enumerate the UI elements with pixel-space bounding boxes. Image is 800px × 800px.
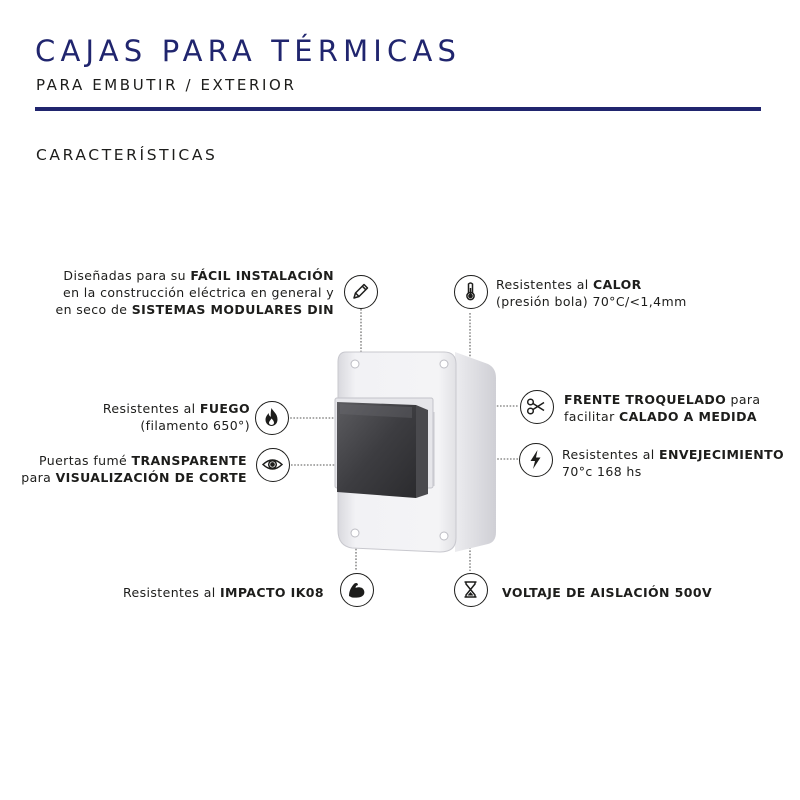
feature-door xyxy=(21,452,247,486)
feature-impact-text: Resistentes al xyxy=(122,585,220,600)
page-title: CAJAS PARA TÉRMICAS xyxy=(35,34,462,68)
flame-icon xyxy=(255,401,289,435)
eye-icon xyxy=(256,448,290,482)
feature-heat-text: Resistentes al xyxy=(496,277,594,292)
feature-heat-line2: (presión bola) 70°C/<1,4mm xyxy=(496,294,687,309)
feature-aging-text: Resistentes al xyxy=(562,447,660,462)
thermometer-icon xyxy=(454,275,488,309)
feature-impact-highlight: IMPACTO IK08 xyxy=(220,585,324,600)
feature-impact xyxy=(123,584,324,601)
feature-door-line2: para xyxy=(21,470,56,485)
feature-install-line3: en seco de xyxy=(55,302,132,317)
feature-fire-line2: (filamento 650°) xyxy=(140,418,250,433)
feature-door-highlight: TRANSPARENTE xyxy=(131,453,247,468)
feature-door-text: Puertas fumé xyxy=(39,453,132,468)
feature-install-highlight2: SISTEMAS MODULARES DIN xyxy=(131,302,334,317)
feature-front-highlight: FRENTE TROQUELADO xyxy=(564,392,727,407)
feature-install-line2: en la construcción eléctrica en general y xyxy=(63,285,334,300)
scissors-icon xyxy=(520,390,554,424)
feature-install xyxy=(55,267,334,318)
feature-fire-text: Resistentes al xyxy=(102,401,200,416)
feature-install-text: Diseñadas para su xyxy=(63,268,191,283)
box-side xyxy=(455,352,496,552)
lightning-icon xyxy=(519,443,553,477)
screw-hole-top-right xyxy=(440,360,448,368)
feature-voltage xyxy=(502,584,712,601)
feature-aging xyxy=(562,446,784,480)
feature-fire-highlight: FUEGO xyxy=(199,401,250,416)
feature-heat xyxy=(496,276,687,310)
feature-aging-line2: 70°c 168 hs xyxy=(562,464,642,479)
screw-hole-bottom-left xyxy=(351,529,359,537)
feature-front-text: para xyxy=(726,392,761,407)
feature-front-line2: facilitar xyxy=(564,409,620,424)
feature-front xyxy=(564,391,761,425)
screw-hole-bottom-right xyxy=(440,532,448,540)
feature-door-highlight2: VISUALIZACIÓN DE CORTE xyxy=(55,470,247,485)
flexed-arm-icon xyxy=(340,573,374,607)
hourglass-icon xyxy=(454,573,488,607)
door-edge xyxy=(416,405,428,498)
screw-hole-top-left xyxy=(351,360,359,368)
feature-install-highlight: FÁCIL INSTALACIÓN xyxy=(190,268,334,283)
section-title: CARACTERÍSTICAS xyxy=(36,146,218,164)
feature-voltage-highlight: VOLTAJE DE AISLACIÓN 500V xyxy=(502,585,713,600)
feature-front-highlight2: CALADO A MEDIDA xyxy=(619,409,757,424)
page-subtitle: PARA EMBUTIR / EXTERIOR xyxy=(36,76,297,94)
feature-fire xyxy=(103,400,250,434)
pencil-icon xyxy=(344,275,378,309)
feature-heat-highlight: CALOR xyxy=(593,277,642,292)
feature-aging-highlight: ENVEJECIMIENTO xyxy=(659,447,785,462)
